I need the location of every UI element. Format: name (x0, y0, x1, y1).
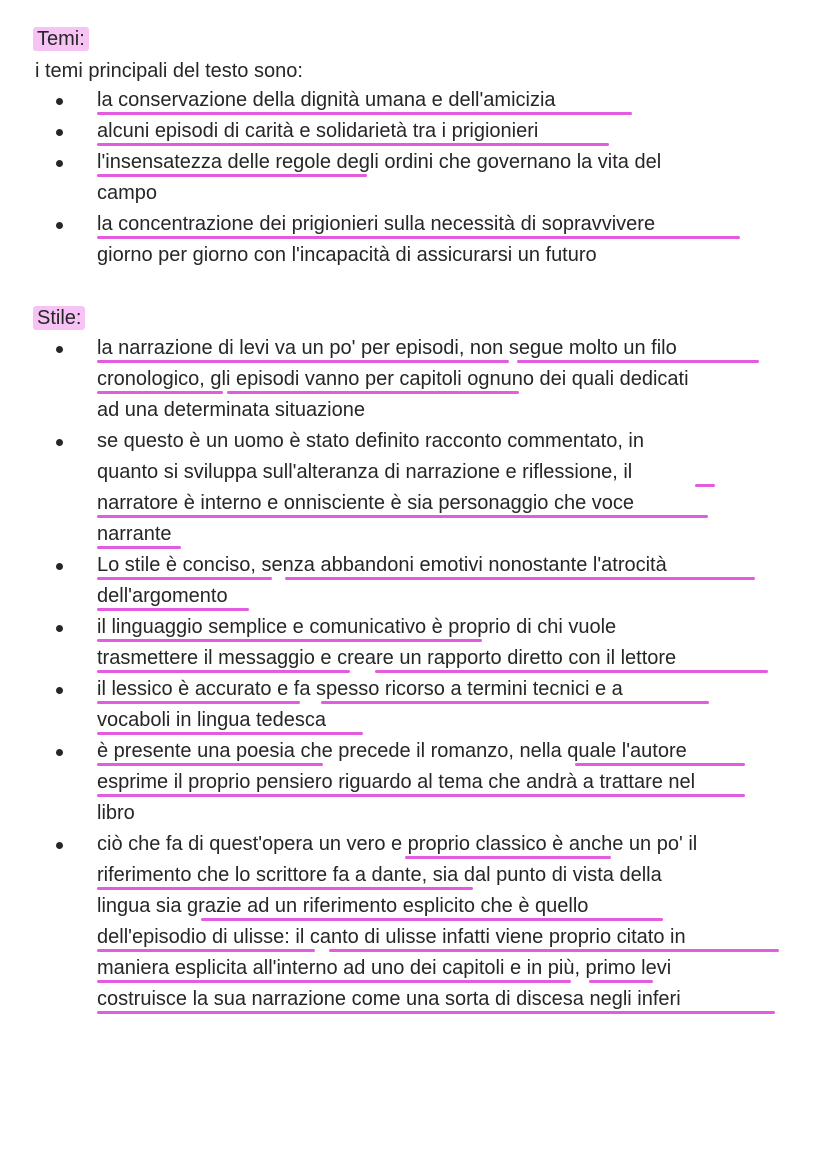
highlight-underline (285, 577, 755, 580)
stile-item-text: narrante (97, 523, 172, 545)
highlight-underline (97, 670, 350, 673)
stile-item-line (97, 584, 228, 608)
stile-item-line (97, 832, 697, 856)
highlight-underline (575, 763, 745, 766)
stile-item-text: trasmettere il messaggio e creare un rapporto diretto con il lettore (97, 647, 677, 669)
temi-item-text: la concentrazione dei prigionieri sulla necessità di sopravvivere (97, 213, 656, 235)
temi-item (0, 119, 828, 142)
stile-item-text: quanto si sviluppa sull'alteranza di narrazione e riflessione, il (97, 461, 633, 483)
highlight-underline (97, 143, 609, 146)
highlight-underline (375, 670, 768, 673)
bullet-icon (56, 439, 63, 446)
stile-item-text: dell'argomento (97, 585, 228, 607)
temi-item-text: giorno per giorno con l'incapacità di assicurarsi un futuro (97, 244, 597, 266)
stile-item-line (97, 770, 695, 794)
highlight-underline (97, 1011, 775, 1014)
highlight-underline (97, 391, 223, 394)
stile-item-line (97, 398, 365, 422)
stile-item (0, 429, 828, 545)
bullet-icon (56, 160, 63, 167)
stile-item-line (97, 491, 634, 515)
stile-item-text: il linguaggio semplice e comunicativo è proprio di chi vuole (97, 616, 617, 638)
highlight-underline (97, 546, 181, 549)
highlight-underline (97, 360, 509, 363)
highlight-underline (97, 639, 482, 642)
stile-item-line (97, 708, 326, 732)
stile-item-line (97, 894, 588, 918)
stile-item-line (97, 553, 667, 577)
temi-heading: Temi: (33, 27, 89, 51)
stile-item-line (97, 863, 662, 887)
highlight-underline (97, 701, 300, 704)
bullet-icon (56, 625, 63, 632)
highlight-underline (405, 856, 611, 859)
highlight-underline (97, 236, 740, 239)
highlight-underline (97, 763, 323, 766)
temi-item-text: la conservazione della dignità umana e dell'amicizia (97, 89, 556, 111)
bullet-icon (56, 222, 63, 229)
highlight-underline (329, 949, 779, 952)
stile-item-text: è presente una poesia che precede il romanzo, nella quale l'autore (97, 740, 687, 762)
stile-item-text: vocaboli in lingua tedesca (97, 709, 327, 731)
temi-item-line (97, 88, 556, 112)
bullet-icon (56, 687, 63, 694)
temi-item (0, 88, 828, 111)
stile-item (0, 553, 828, 607)
highlight-underline (97, 174, 367, 177)
stile-item-text: Lo stile è conciso, senza abbandoni emotivi nonostante l'atrocità (97, 554, 667, 576)
highlight-underline (517, 360, 759, 363)
highlight-underline (97, 608, 249, 611)
temi-item-text: l'insensatezza delle regole degli ordini che governano la vita del (97, 151, 662, 173)
temi-item-line (97, 150, 661, 174)
stile-item-text: il lessico è accurato e fa spesso ricorso a termini tecnici e a (97, 678, 623, 700)
bullet-icon (56, 563, 63, 570)
stile-item (0, 739, 828, 824)
stile-heading: Stile: (33, 306, 85, 330)
stile-item-text: lingua sia grazie ad un riferimento esplicito che è quello (97, 895, 589, 917)
highlight-underline (97, 980, 571, 983)
stile-item (0, 677, 828, 731)
highlight-underline (97, 577, 272, 580)
stile-item-text: la narrazione di levi va un po' per episodi, non segue molto un filo (97, 337, 677, 359)
highlight-underline (97, 887, 473, 890)
bullet-icon (56, 346, 63, 353)
stile-item-line (97, 801, 135, 825)
bullet-icon (56, 98, 63, 105)
stile-item-text: dell'episodio di ulisse: il canto di ulisse infatti viene proprio citato in (97, 926, 686, 948)
highlight-underline (97, 794, 745, 797)
stile-item-text: esprime il proprio pensiero riguardo al tema che andrà a trattare nel (97, 771, 696, 793)
stile-item-text: narratore è interno e onnisciente è sia personaggio che voce (97, 492, 635, 514)
temi-item-line (97, 119, 538, 143)
stile-item (0, 615, 828, 669)
stile-item-text: ciò che fa di quest'opera un vero e proprio classico è anche un po' il (97, 833, 698, 855)
highlight-underline (321, 701, 709, 704)
stile-item-line (97, 646, 676, 670)
stile-item-line (97, 677, 623, 701)
highlight-underline (97, 732, 363, 735)
stile-item-line (97, 429, 644, 453)
temi-item-text: alcuni episodi di carità e solidarietà tra i prigionieri (97, 120, 539, 142)
highlight-underline (97, 515, 708, 518)
stile-item-text: maniera esplicita all'interno ad uno dei capitoli e in più, primo levi (97, 957, 672, 979)
stile-item-line (97, 522, 172, 546)
stile-item-line (97, 739, 687, 763)
stile-item-text: ad una determinata situazione (97, 399, 365, 421)
temi-intro: i temi principali del testo sono: (35, 60, 303, 82)
temi-item (0, 212, 828, 266)
temi-item-line (97, 181, 157, 205)
stile-item-text: libro (97, 802, 135, 824)
highlight-underline (97, 112, 632, 115)
stile-item-line (97, 367, 689, 391)
stile-item-line (97, 925, 686, 949)
bullet-icon (56, 842, 63, 849)
bullet-icon (56, 749, 63, 756)
stile-item (0, 336, 828, 421)
stile-item-line (97, 336, 677, 360)
stile-item-line (97, 460, 632, 484)
highlight-underline (589, 980, 653, 983)
temi-item-text: campo (97, 182, 158, 204)
highlight-underline (695, 484, 715, 487)
temi-item (0, 150, 828, 204)
stile-item-line (97, 956, 671, 980)
stile-item-text: se questo è un uomo è stato definito racconto commentato, in (97, 430, 644, 452)
stile-item-text: costruisce la sua narrazione come una sorta di discesa negli inferi (97, 988, 681, 1010)
stile-item-line (97, 987, 681, 1011)
highlight-underline (227, 391, 519, 394)
stile-item (0, 832, 828, 1010)
highlight-underline (97, 949, 315, 952)
temi-item-line (97, 212, 655, 236)
highlight-underline (201, 918, 663, 921)
stile-item-text: riferimento che lo scrittore fa a dante, sia dal punto di vista della (97, 864, 662, 886)
stile-item-text: cronologico, gli episodi vanno per capitoli ognuno dei quali dedicati (97, 368, 689, 390)
bullet-icon (56, 129, 63, 136)
temi-item-line (97, 243, 597, 267)
stile-item-line (97, 615, 616, 639)
